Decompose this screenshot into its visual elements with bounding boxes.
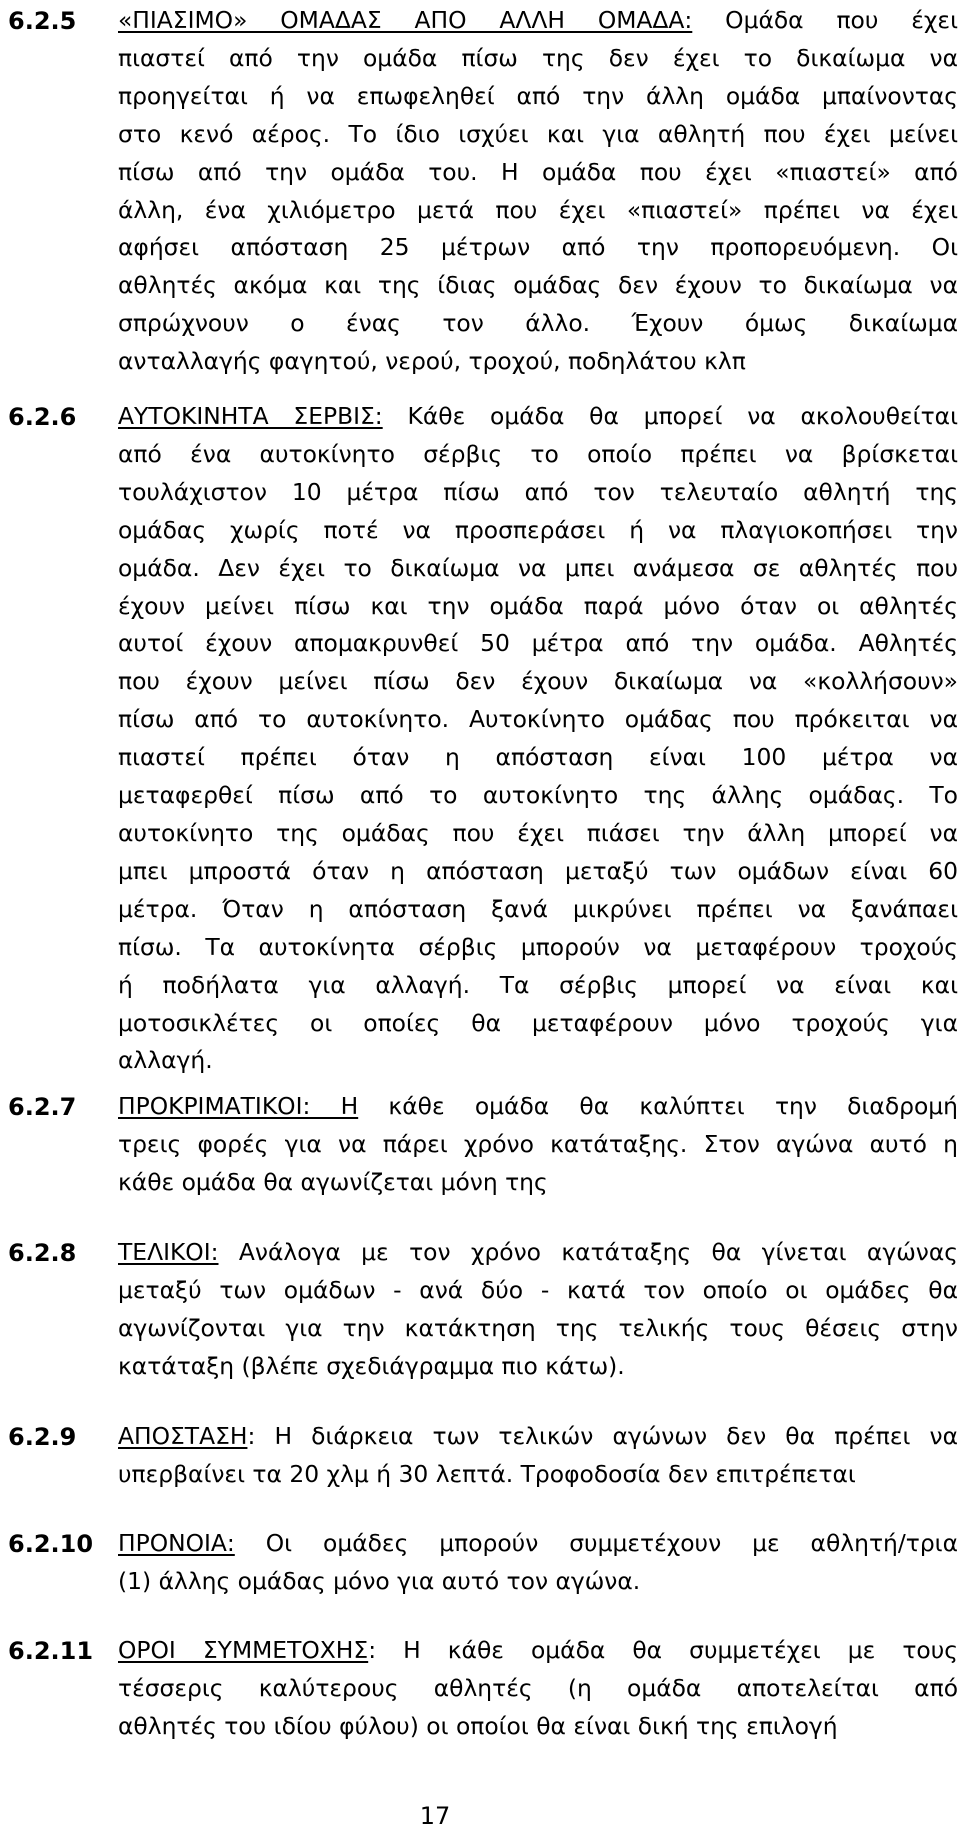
text-line: προηγείται ή να επωφεληθεί από την άλλη ομάδα μπαίνοντας: [118, 81, 958, 110]
section-heading: ΑΥΤΟΚΙΝΗΤΑ ΣΕΡΒΙΣ:: [118, 402, 383, 430]
text-line: πίσω από το αυτοκίνητο. Αυτοκίνητο ομάδας που πρόκειται να: [118, 705, 958, 734]
text-line: που έχουν μείνει πίσω δεν έχουν δικαίωμα να «κολλήσουν»: [118, 667, 958, 696]
section-number: 6.2.6: [8, 403, 77, 431]
text-line: πιαστεί πρέπει όταν η απόσταση είναι 100 μέτρα να: [118, 743, 958, 772]
section-body: [118, 1418, 958, 1494]
text-line: αθλητές ακόμα και της ίδιας ομάδας δεν έχουν το δικαίωμα να: [118, 271, 958, 300]
text-line: πίσω. Τα αυτοκίνητα σέρβις μπορούν να μεταφέρουν τροχούς: [118, 932, 958, 961]
text-line: αυτοκίνητο της ομάδας που έχει πιάσει την άλλη μπορεί να: [118, 818, 958, 847]
text-line: μοτοσικλέτες οι οποίες θα μεταφέρουν μόνο τροχούς για: [118, 1008, 958, 1037]
section-heading: ΤΕΛΙΚΟΙ:: [118, 1238, 219, 1266]
section-number: 6.2.9: [8, 1423, 77, 1451]
section-body: [118, 2, 958, 381]
section-heading: ΠΡΟΚΡΙΜΑΤΙΚΟΙ: Η: [118, 1092, 359, 1120]
text-line: [118, 1418, 958, 1456]
text-line: ανταλλαγής φαγητού, νερού, τροχού, ποδηλάτου κλπ: [118, 347, 746, 376]
section-number: 6.2.10: [8, 1530, 94, 1558]
text-line: ομάδα. Δεν έχει το δικαίωμα να μπει ανάμεσα σε αθλητές που: [118, 553, 958, 582]
text-line: (1) άλλης ομάδας μόνο για αυτό τον αγώνα.: [118, 1566, 641, 1595]
section-heading: «ΠΙΑΣΙΜΟ» ΟΜΑΔΑΣ ΑΠΟ ΑΛΛΗ ΟΜΑΔΑ:: [118, 6, 693, 34]
section-body: [118, 1632, 958, 1746]
text-line: [118, 1525, 958, 1563]
section-number: 6.2.5: [8, 7, 77, 35]
text-line: [118, 1234, 958, 1272]
text-line: κατάταξη (βλέπε σχεδιάγραμμα πιο κάτω).: [118, 1351, 625, 1380]
text-fragment: : Η κάθε ομάδα θα συμμετέχει με τους: [368, 1636, 958, 1664]
section-number: 6.2.11: [8, 1637, 94, 1665]
text-line: πίσω από την ομάδα του. Η ομάδα που έχει «πιαστεί» από: [118, 157, 958, 186]
text-line: ή ποδήλατα για αλλαγή. Τα σέρβις μπορεί να είναι και: [118, 970, 958, 999]
text-fragment: κάθε ομάδα θα καλύπτει την διαδρομή: [358, 1092, 958, 1120]
text-line: κάθε ομάδα θα αγωνίζεται μόνη της: [118, 1167, 548, 1196]
text-line: [118, 2, 958, 40]
text-line: [118, 398, 958, 436]
text-fragment: Κάθε ομάδα θα μπορεί να ακολουθείται: [382, 402, 958, 430]
text-line: έχουν μείνει πίσω και την ομάδα παρά μόνο όταν οι αθλητές: [118, 591, 958, 620]
text-line: [118, 1632, 958, 1670]
text-line: μπει μπροστά όταν η απόσταση μεταξύ των ομάδων είναι 60: [118, 856, 958, 885]
text-line: αθλητές του ιδίου φύλου) οι οποίοι θα είναι δική της επιλογή: [118, 1711, 838, 1740]
text-line: άλλη, ένα χιλιόμετρο μετά που έχει «πιαστεί» πρέπει να έχει: [118, 195, 958, 224]
section-body: [118, 1234, 958, 1386]
text-line: τρεις φορές για να πάρει χρόνο κατάταξης. Στον αγώνα αυτό η: [118, 1129, 958, 1158]
text-line: [118, 1088, 958, 1126]
text-line: αγωνίζονται για την κατάκτηση της τελικής τους θέσεις στην: [118, 1313, 958, 1342]
text-line: αλλαγή.: [118, 1046, 213, 1075]
section-heading: ΠΡΟΝΟΙΑ:: [118, 1529, 235, 1557]
section-body: [118, 398, 958, 1080]
text-line: από ένα αυτοκίνητο σέρβις το οποίο πρέπει να βρίσκεται: [118, 439, 958, 468]
text-line: πιαστεί από την ομάδα πίσω της δεν έχει το δικαίωμα να: [118, 43, 958, 72]
text-line: σπρώχνουν ο ένας τον άλλο. Έχουν όμως δικαίωμα: [118, 309, 958, 338]
section-body: [118, 1525, 958, 1601]
text-line: μεταξύ των ομάδων - ανά δύο - κατά τον οποίο οι ομάδες θα: [118, 1275, 958, 1304]
text-line: υπερβαίνει τα 20 χλμ ή 30 λεπτά. Τροφοδοσία δεν επιτρέπεται: [118, 1459, 856, 1488]
section-body: [118, 1088, 958, 1202]
text-line: τέσσερις καλύτερους αθλητές (η ομάδα αποτελείται από: [118, 1673, 958, 1702]
text-fragment: Ανάλογα με τον χρόνο κατάταξης θα γίνεται αγώνας: [218, 1238, 958, 1266]
section-number: 6.2.7: [8, 1093, 77, 1121]
text-fragment: Ομάδα που έχει: [692, 6, 958, 34]
text-line: τουλάχιστον 10 μέτρα πίσω από τον τελευταίο αθλητή της: [118, 477, 958, 506]
text-fragment: : Η διάρκεια των τελικών αγώνων δεν θα πρέπει να: [247, 1422, 958, 1450]
text-line: αφήσει απόσταση 25 μέτρων από την προπορευόμενη. Οι: [118, 233, 958, 262]
section-heading: ΑΠΟΣΤΑΣΗ: [118, 1422, 248, 1450]
page-number: 17: [419, 1802, 451, 1830]
text-line: μέτρα. Όταν η απόσταση ξανά μικρύνει πρέπει να ξανάπαει: [118, 894, 958, 923]
text-line: στο κενό αέρος. Το ίδιο ισχύει και για αθλητή που έχει μείνει: [118, 119, 958, 148]
section-number: 6.2.8: [8, 1239, 77, 1267]
text-fragment: Οι ομάδες μπορούν συμμετέχουν με αθλητή/τρια: [234, 1529, 958, 1557]
text-line: αυτοί έχουν απομακρυνθεί 50 μέτρα από την ομάδα. Αθλητές: [118, 629, 958, 658]
text-line: μεταφερθεί πίσω από το αυτοκίνητο της άλλης ομάδας. Το: [118, 781, 958, 810]
text-line: ομάδας χωρίς ποτέ να προσπεράσει ή να πλαγιοκοπήσει την: [118, 515, 958, 544]
section-heading: ΟΡΟΙ ΣΥΜΜΕΤΟΧΗΣ: [118, 1636, 369, 1664]
